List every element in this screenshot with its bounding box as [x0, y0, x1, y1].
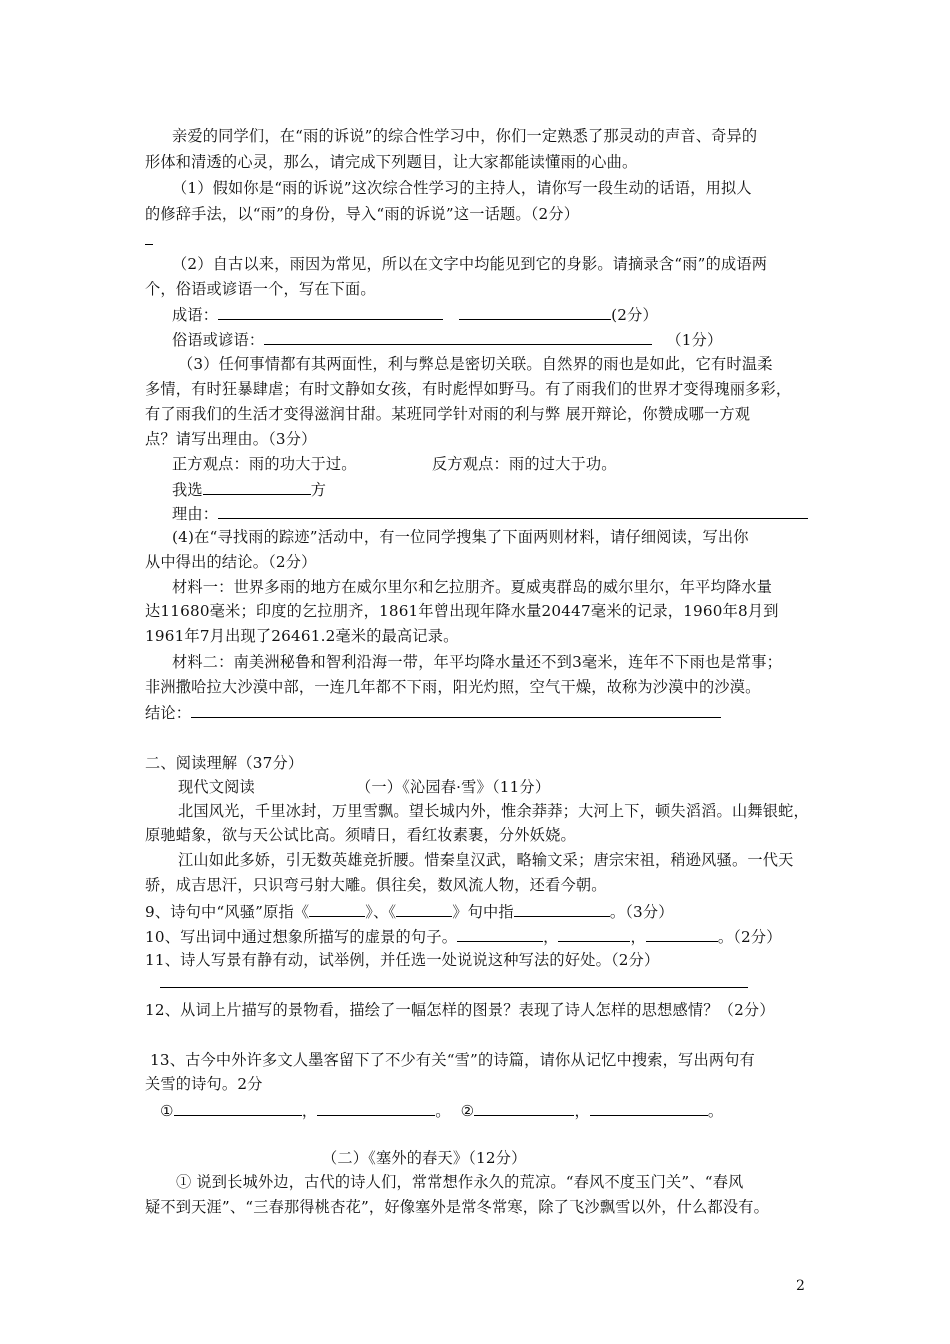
modern-reading-label: 现代文阅读	[178, 778, 255, 796]
poem-line-1: 北国风光，千里冰封，万里雪飘。望长城内外，惟余莽莽；大河上下，顿失滔滔。山舞银蛇，	[178, 802, 809, 820]
material-1-line-2: 达11680毫米；印度的乞拉朋齐，1861年曾出现年降水量20447毫米的记录，1960年8月到	[145, 602, 779, 620]
q12-text: 12、从词上片描写的景物看，描绘了一幅怎样的图景？表现了诗人怎样的思想感情？（2分）	[145, 1001, 775, 1019]
q9-blank-3[interactable]	[514, 901, 610, 917]
q10-text-d: 。（2分）	[717, 928, 782, 946]
q3-line-4: 点？请写出理由。（3分）	[145, 430, 317, 448]
q13-line-1: 13、古今中外许多文人墨客留下了不少有关“雪”的诗篇，请你从记忆中搜索，写出两句有	[150, 1051, 755, 1069]
saying-label: 俗语或谚语：	[172, 331, 265, 349]
material-2-line-1: 材料二：南美洲秘鲁和智利沿海一带，年平均降水量还不到3毫米，连年不下雨也是常事；	[172, 653, 782, 671]
answer-mark-2: ②	[460, 1102, 475, 1120]
reason-row	[172, 503, 808, 524]
poem-line-2: 原驰蜡象，欲与天公试比高。须晴日，看红妆素裹，分外妖娆。	[145, 826, 576, 844]
q11-text: 11、诗人写景有静有动，试举例，并任选一处说说这种写法的好处。（2分）	[145, 951, 660, 969]
q10-row	[145, 926, 782, 947]
q10-blank-3[interactable]	[646, 926, 718, 942]
idiom-label: 成语：	[172, 306, 219, 324]
q10-blank-2[interactable]	[558, 926, 630, 942]
q4-line-2: 从中得出的结论。（2分）	[145, 553, 317, 571]
q1-answer-mark[interactable]	[145, 244, 153, 245]
q10-text-a: 10、写出词中通过想象所描写的虚景的句子。	[145, 928, 458, 946]
intro-line-1: 亲爱的同学们，在“雨的诉说”的综合性学习中，你们一定熟悉了那灵动的声音、奇异的	[172, 127, 758, 145]
q10-text-c: ，	[630, 928, 646, 946]
material-2-line-2: 非洲撒哈拉大沙漠中部，一连几年都不下雨，阳光灼照，空气干燥，故称为沙漠中的沙漠。	[145, 678, 761, 696]
q13-answer-row	[160, 1100, 723, 1121]
conclusion-label: 结论：	[145, 704, 192, 722]
choose-suffix: 方	[310, 481, 327, 499]
q13-comma-2: ，	[574, 1102, 590, 1120]
saying-blank[interactable]	[264, 329, 652, 345]
pro-view: 正方观点：雨的功大于过。	[172, 455, 357, 473]
material-1-line-1: 材料一：世界多雨的地方在威尔里尔和乞拉朋齐。夏威夷群岛的威尔里尔，年平均降水量	[172, 578, 773, 596]
q3-line-3: 有了雨我们的生活才变得滋润甘甜。某班同学针对雨的利与弊 展开辩论，你赞成哪一方观	[145, 405, 751, 423]
q9-text-b: 》、《	[365, 903, 397, 921]
q13-blank-3[interactable]	[474, 1100, 574, 1116]
poem-title: （一）《沁园春·雪》（11分）	[356, 778, 551, 796]
q3-line-1: （3）任何事情都有其两面性，利与弊总是密切关联。自然界的雨也是如此，它有时温柔	[178, 355, 773, 373]
essay-p1-line-2: 疑不到天涯”、“三春那得桃杏花”，好像塞外是常冬常寒，除了飞沙飘雪以外，什么都没有。	[145, 1198, 770, 1216]
idiom-blank-2[interactable]	[459, 304, 611, 320]
q9-blank-1[interactable]	[309, 901, 365, 917]
poem-line-3: 江山如此多娇，引无数英雄竞折腰。惜秦皇汉武，略输文采；唐宗宋祖，稍逊风骚。一代天	[178, 851, 794, 869]
reason-blank[interactable]	[218, 503, 808, 519]
q11-answer-line[interactable]	[160, 987, 748, 988]
page-number: 2	[796, 1278, 805, 1294]
q13-line-2: 关雪的诗句。2分	[145, 1075, 263, 1093]
q13-period-2: 。	[707, 1102, 724, 1120]
reason-label: 理由：	[172, 505, 219, 523]
q10-text-b: ，	[543, 928, 559, 946]
q13-blank-1[interactable]	[174, 1100, 302, 1116]
con-view: 反方观点：雨的过大于功。	[432, 455, 617, 473]
q9-blank-2[interactable]	[396, 901, 452, 917]
q2-line-2: 个，俗语或谚语一个，写在下面。	[145, 280, 376, 298]
idiom-blank-1[interactable]	[218, 304, 443, 320]
q3-line-2: 多情，有时狂暴肆虐；有时文静如女孩，有时彪悍如野马。有了雨我们的世界才变得瑰丽多彩，	[145, 380, 792, 398]
q13-period-1: 。	[435, 1102, 451, 1120]
q9-text-a: 9、诗句中“风骚”原指《	[145, 903, 310, 921]
choose-blank[interactable]	[203, 479, 311, 495]
q9-text-c: 》句中指	[452, 903, 514, 921]
q13-comma-1: ，	[301, 1102, 318, 1120]
q2-line-1: （2）自古以来，雨因为常见，所以在文字中均能见到它的身影。请摘录含“雨”的成语两	[172, 255, 768, 273]
material-1-line-3: 1961年7月出现了26461.2毫米的最高记录。	[145, 627, 459, 645]
saying-row	[172, 329, 722, 350]
essay-p1-line-1: ① 说到长城外边，古代的诗人们，常常想作永久的荒凉。“春风不度玉门关”、“春风	[176, 1173, 744, 1191]
poem-line-4: 骄，成吉思汗，只识弯弓射大雕。俱往矣，数风流人物，还看今朝。	[145, 876, 607, 894]
q1-line-2: 的修辞手法，以“雨”的身份，导入“雨的诉说”这一话题。（2分）	[145, 205, 580, 223]
q1-line-1: （1）假如你是“雨的诉说”这次综合性学习的主持人，请你写一段生动的话语，用拟人	[172, 179, 752, 197]
saying-score: （1分）	[666, 331, 723, 349]
intro-line-2: 形体和清透的心灵，那么，请完成下列题目，让大家都能读懂雨的心曲。	[145, 153, 638, 171]
choose-label: 我选	[172, 481, 203, 499]
q10-blank-1[interactable]	[457, 926, 543, 942]
answer-mark-1: ①	[160, 1102, 174, 1120]
choose-row	[172, 479, 326, 500]
q13-blank-2[interactable]	[317, 1100, 435, 1116]
essay-title: （二）《塞外的春天》（12分）	[322, 1149, 527, 1167]
idiom-score: (2分）	[611, 306, 658, 324]
conclusion-blank[interactable]	[191, 702, 721, 718]
q4-line-1: (4)在“寻找雨的踪迹”活动中，有一位同学搜集了下面两则材料，请仔细阅读，写出你	[172, 528, 749, 546]
q9-text-d: 。（3分）	[609, 903, 674, 921]
section-2-title: 二、阅读理解（37分）	[145, 754, 304, 772]
idiom-row	[172, 304, 658, 325]
conclusion-row	[145, 702, 721, 723]
q13-blank-4[interactable]	[590, 1100, 708, 1116]
q9-row	[145, 901, 674, 922]
